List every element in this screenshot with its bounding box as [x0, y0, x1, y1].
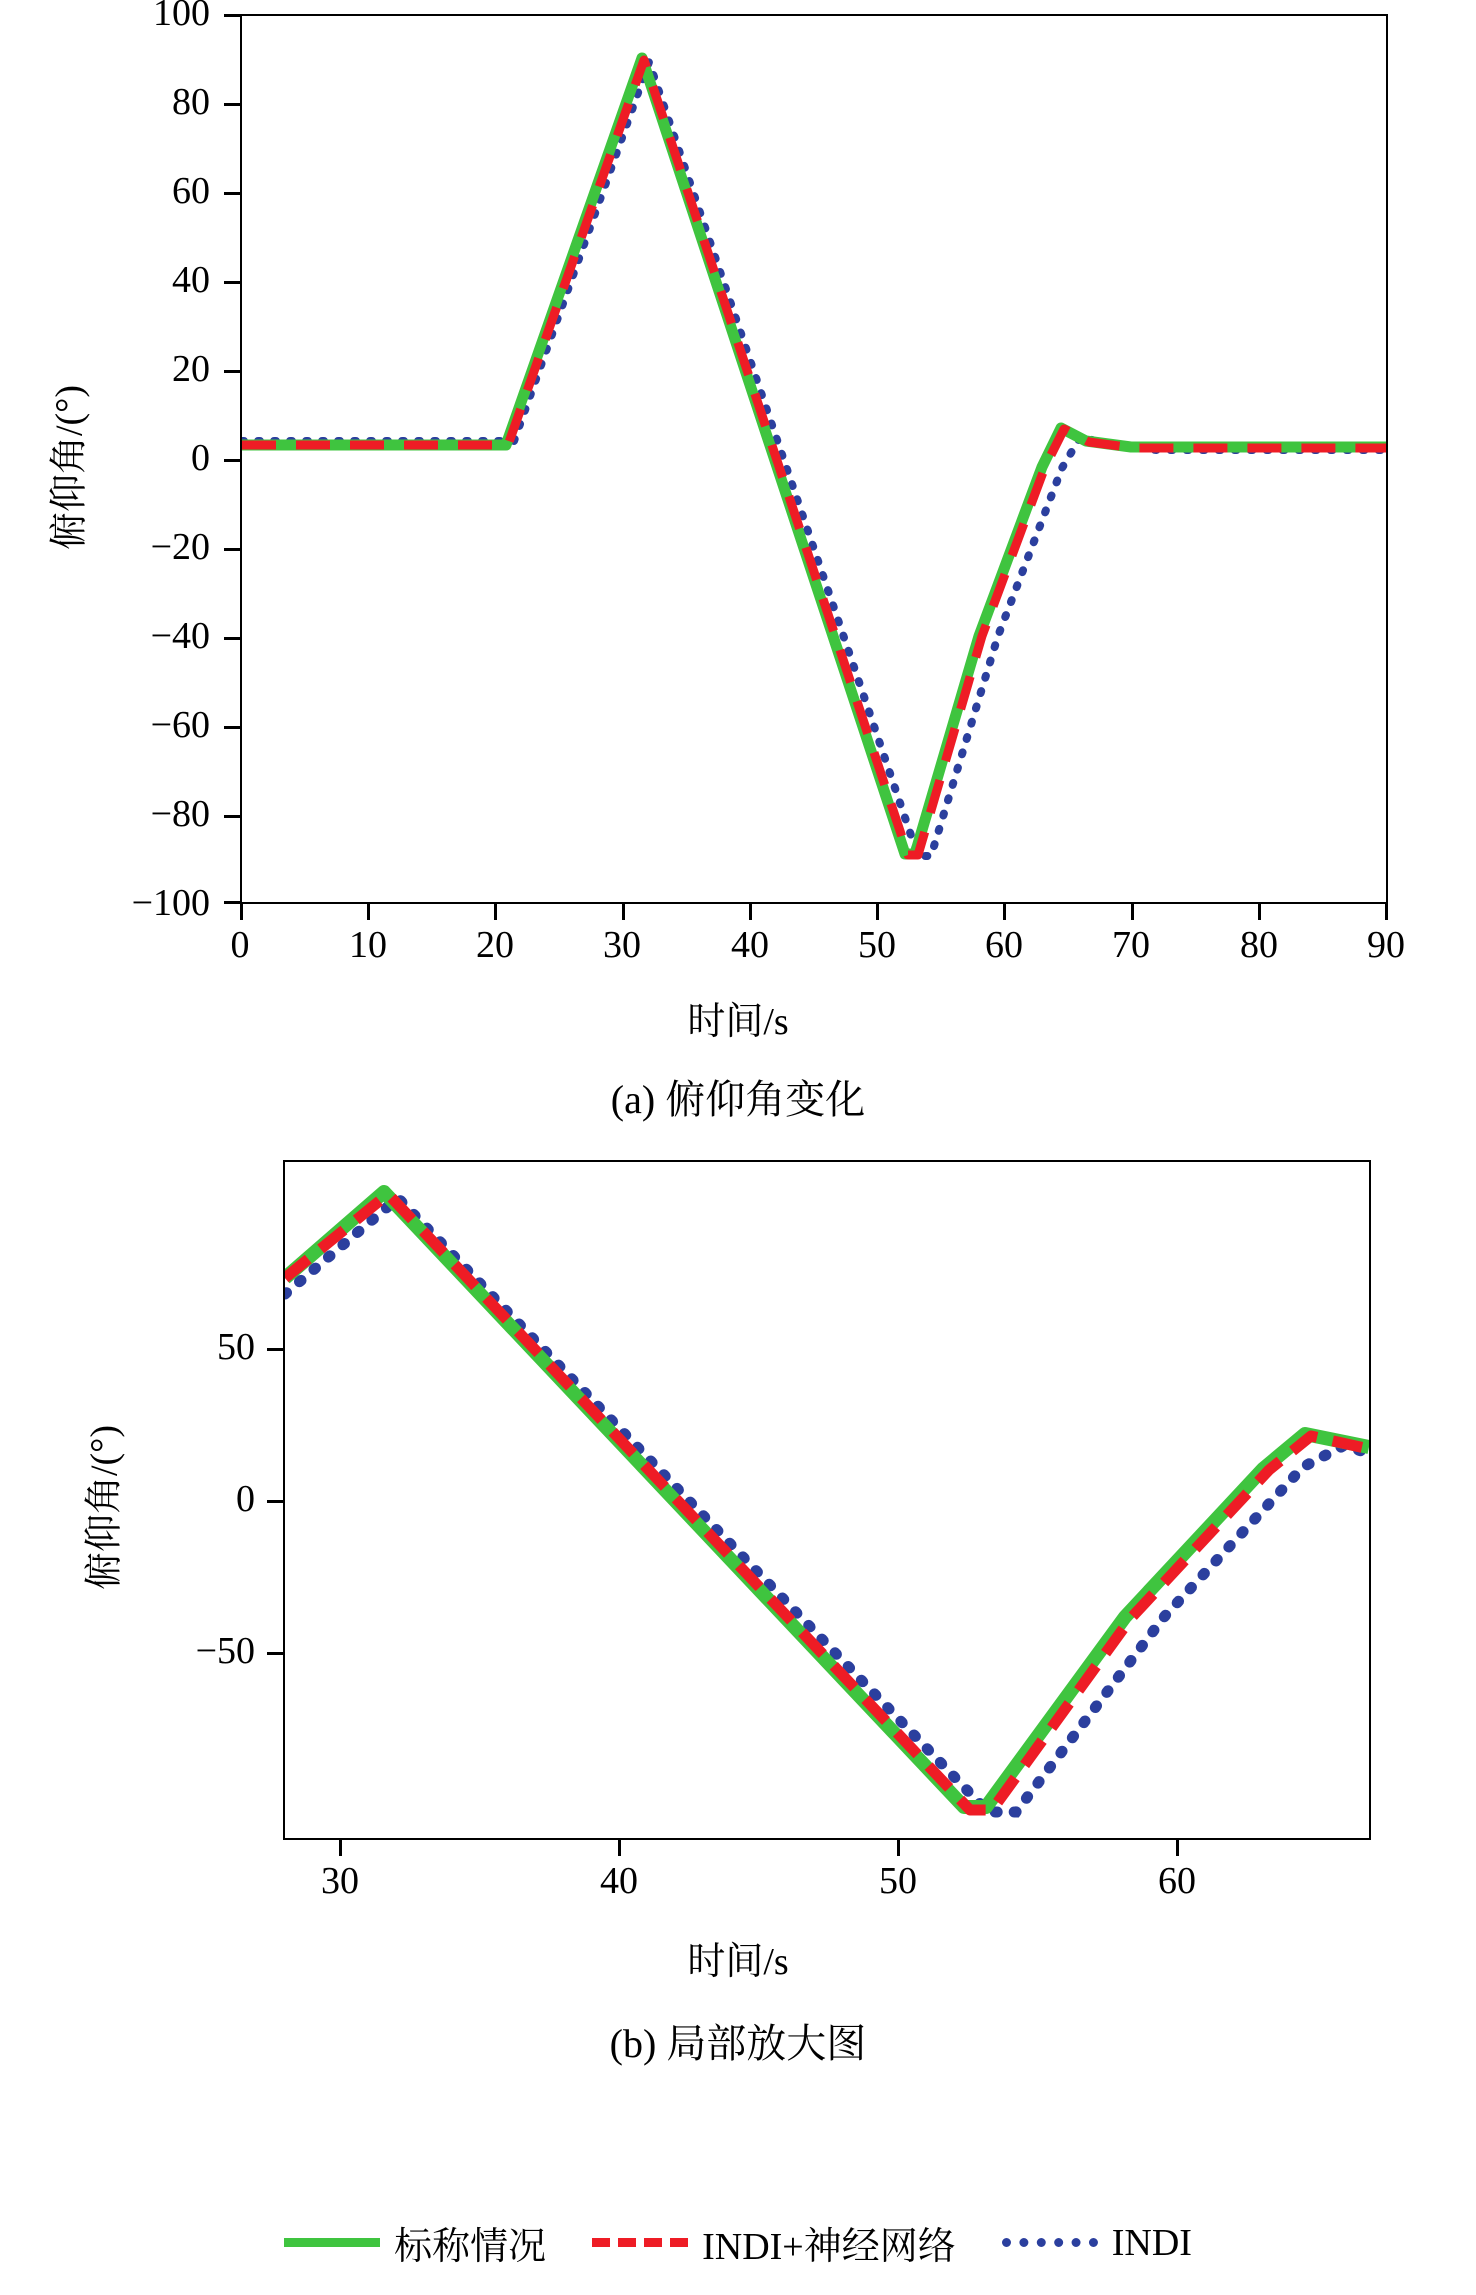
legend-item-indi: [1002, 2221, 1192, 2265]
ytick-a-8: [224, 726, 240, 729]
ytick-label-a-5: 0: [191, 437, 210, 479]
ytick-label-a-9: −80: [150, 793, 210, 835]
series-indi-b: [285, 1198, 1369, 1812]
xtick-b-1: [618, 1840, 621, 1856]
caption-a: (a) 俯仰角变化: [610, 1077, 866, 1122]
xtick-label-a-4: 40: [731, 924, 769, 966]
xtick-label-a-9: 90: [1367, 924, 1405, 966]
y-axis-title-a: 俯仰角/(°): [48, 384, 91, 551]
legend-label-nominal: 标称情况: [394, 2226, 547, 2268]
xtick-label-a-8: 80: [1240, 924, 1278, 966]
xtick-a-3: [622, 904, 625, 920]
ytick-label-b-2: −50: [195, 1630, 255, 1672]
ytick-b-2: [267, 1652, 283, 1655]
legend-swatch-indi-nn-icon: [592, 2238, 688, 2247]
xtick-label-a-6: 60: [985, 924, 1023, 966]
legend-swatch-indi-icon: [1002, 2238, 1098, 2247]
xtick-label-a-7: 70: [1112, 924, 1150, 966]
ytick-label-a-4: 20: [172, 348, 210, 390]
legend-item-indi-nn: [592, 2215, 956, 2270]
legend-label-indi: INDI: [1111, 2221, 1192, 2264]
ytick-a-6: [224, 548, 240, 551]
xtick-label-b-1: 40: [600, 1860, 638, 1902]
ytick-a-5: [224, 459, 240, 462]
plot-area-a: [240, 14, 1388, 904]
legend-item-nominal: [284, 2215, 546, 2270]
y-axis-title-b: 俯仰角/(°): [83, 1424, 126, 1591]
ytick-label-a-8: −60: [150, 704, 210, 746]
series-indi-nn-a: [242, 60, 1386, 855]
ytick-a-4: [224, 370, 240, 373]
xtick-label-b-3: 60: [1158, 1860, 1196, 1902]
series-canvas-a: [242, 16, 1386, 902]
ytick-b-0: [267, 1348, 283, 1351]
xtick-a-5: [876, 904, 879, 920]
xtick-label-b-0: 30: [321, 1860, 359, 1902]
legend-label-indi-nn: INDI+神经网络: [702, 2226, 956, 2268]
xtick-a-0: [240, 904, 243, 920]
ytick-a-3: [224, 281, 240, 284]
ytick-a-0: [224, 14, 240, 17]
series-indi-nn-b: [285, 1194, 1369, 1810]
plot-area-b: [283, 1160, 1371, 1840]
series-indi-a: [242, 62, 1386, 856]
xtick-a-9: [1385, 904, 1388, 920]
xtick-b-3: [1176, 1840, 1179, 1856]
ytick-label-a-0: 100: [153, 0, 210, 34]
ytick-label-a-3: 40: [172, 259, 210, 301]
xtick-a-6: [1003, 904, 1006, 920]
x-axis-title-b: 时间/s: [687, 1941, 789, 1983]
xtick-label-a-2: 20: [476, 924, 514, 966]
ytick-a-7: [224, 637, 240, 640]
series-nominal-b: [285, 1192, 1369, 1807]
xtick-b-0: [339, 1840, 342, 1856]
ytick-label-a-10: −100: [131, 882, 210, 924]
series-canvas-b: [285, 1162, 1369, 1838]
xtick-label-b-2: 50: [879, 1860, 917, 1902]
xtick-a-4: [749, 904, 752, 920]
panel-a: [0, 0, 1476, 1130]
ytick-b-1: [267, 1500, 283, 1503]
ytick-label-b-1: 0: [236, 1478, 255, 1520]
legend-swatch-nominal-icon: [284, 2238, 380, 2247]
panel-b: [0, 1150, 1476, 2150]
ytick-label-a-1: 80: [172, 81, 210, 123]
xtick-label-a-5: 50: [858, 924, 896, 966]
xtick-label-a-0: 0: [230, 924, 250, 966]
ytick-a-2: [224, 192, 240, 195]
xtick-b-2: [897, 1840, 900, 1856]
caption-b: (b) 局部放大图: [609, 2021, 867, 2066]
x-axis-title-a: 时间/s: [687, 1001, 789, 1043]
ytick-a-9: [224, 815, 240, 818]
xtick-a-8: [1258, 904, 1261, 920]
xtick-a-7: [1131, 904, 1134, 920]
ytick-label-b-0: 50: [217, 1326, 255, 1368]
legend: [0, 2215, 1476, 2270]
ytick-label-a-2: 60: [172, 170, 210, 212]
xtick-a-2: [494, 904, 497, 920]
series-nominal-a: [242, 58, 1386, 854]
ytick-label-a-7: −40: [150, 615, 210, 657]
xtick-a-1: [367, 904, 370, 920]
ytick-a-10: [224, 901, 240, 904]
xtick-label-a-3: 30: [603, 924, 641, 966]
ytick-a-1: [224, 103, 240, 106]
ytick-label-a-6: −20: [150, 526, 210, 568]
xtick-label-a-1: 10: [349, 924, 387, 966]
